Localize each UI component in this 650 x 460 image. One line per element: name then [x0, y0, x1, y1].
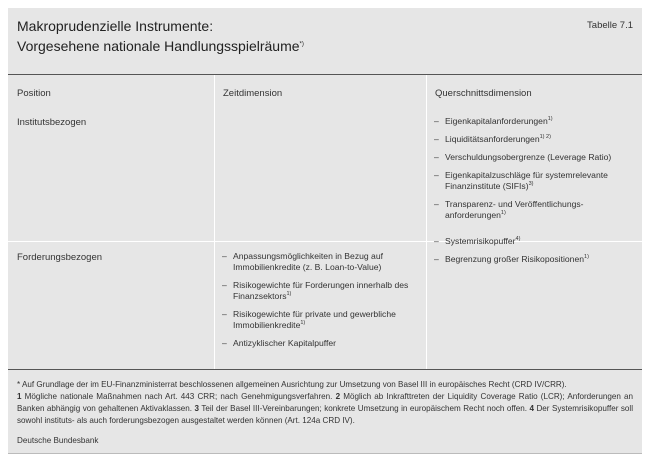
- column-divider: [426, 107, 427, 241]
- column-header-row: [8, 74, 642, 108]
- footnote-4-number: 4: [529, 404, 534, 413]
- column-header-zeitdimension-label: Zeitdimension: [223, 88, 283, 99]
- column-divider: [426, 242, 427, 369]
- column-divider: [214, 242, 215, 369]
- item-text: Anpassungsmöglichkeiten in Bezug auf Immobilienkredite (z. B. Loan-to-Value): [233, 251, 384, 272]
- list-item: [222, 280, 422, 302]
- item-text: Liquiditätsanforderungen: [445, 134, 540, 144]
- item-footnote: 4): [515, 236, 521, 243]
- item-footnote: 1): [500, 210, 506, 217]
- list-item: [434, 254, 638, 265]
- instrument-table: [8, 74, 642, 369]
- cell-zeitdimension: [214, 107, 426, 241]
- cell-zeitdimension: [214, 242, 426, 369]
- list-item: [222, 251, 422, 273]
- item-text: Eigenkapitalzuschläge für systemrelevante Finanzinstitute (SIFIs): [445, 170, 608, 191]
- column-divider: [426, 75, 427, 107]
- column-header-zeitdimension: [214, 75, 426, 107]
- footnote-4: Der Systemrisikopuffer soll sowohl instituts- als auch forderungsbezogen ausgestaltet werden können (Art. 124a CRD IV).: [17, 404, 634, 425]
- item-footnote: 1): [286, 291, 292, 298]
- list-item: [434, 134, 638, 145]
- source-label: Deutsche Bundesbank: [17, 436, 99, 445]
- row-label: Institutsbezogen: [17, 117, 87, 128]
- table-row-institutsbezogen: [8, 107, 642, 241]
- footnote-text: [17, 379, 633, 427]
- column-header-querschnittsdimension: [426, 75, 642, 107]
- instrument-list: [434, 116, 638, 228]
- column-divider: [214, 75, 215, 107]
- item-text: Transparenz- und Veröffentlichungs-anforderungen: [445, 199, 584, 220]
- footnote-star: * Auf Grundlage der im EU-Finanzministerrat beschlossenen allgemeinen Ausrichtung zur Umsetzung von Basel III in europäisches Recht (CRD IV/CRR).: [17, 380, 567, 389]
- footnote-1-number: 1: [17, 392, 22, 401]
- table-number: Tabelle 7.1: [587, 20, 633, 31]
- table-header: [8, 8, 642, 74]
- footnote-2-number: 2: [335, 392, 341, 401]
- list-item: [434, 116, 638, 127]
- footnote-3-number: 3: [194, 404, 200, 413]
- list-item: [434, 170, 638, 192]
- list-item: [434, 152, 638, 163]
- list-item: [434, 199, 638, 221]
- title-line-2-text: Vorgesehene nationale Handlungsspielräume: [17, 38, 300, 54]
- item-footnote: 1): [547, 116, 553, 123]
- column-divider: [214, 107, 215, 241]
- column-header-position-label: Position: [17, 88, 51, 99]
- list-item: [222, 309, 422, 331]
- column-header-querschnittsdimension-label: Querschnittsdimension: [435, 88, 532, 99]
- title-line-1: Makroprudenzielle Instrumente:: [17, 18, 214, 34]
- item-text: Systemrisikopuffer: [445, 236, 516, 246]
- column-header-position: [8, 75, 214, 107]
- item-text: Eigenkapitalanforderungen: [445, 116, 548, 126]
- row-label: Forderungsbezogen: [17, 252, 103, 263]
- instrument-list: [434, 236, 638, 272]
- bottom-rule: [8, 453, 642, 454]
- footnotes: [8, 369, 642, 454]
- title-line-2: [17, 36, 304, 56]
- item-footnote: 3): [528, 181, 534, 188]
- item-text: Verschuldungsobergrenze (Leverage Ratio): [445, 152, 612, 162]
- item-footnote: 1): [300, 320, 306, 327]
- cell-querschnittsdimension: [426, 107, 642, 241]
- list-item: [222, 338, 422, 349]
- cell-querschnittsdimension: [426, 236, 642, 369]
- instrument-list: [222, 251, 422, 356]
- cell-position: [8, 107, 214, 241]
- list-item: [434, 236, 638, 247]
- footnote-1: Mögliche nationale Maßnahmen nach Art. 443 CRR; nach Genehmigungsverfahren.: [24, 392, 333, 401]
- table-header-panel: [8, 8, 642, 74]
- footnote-3: Teil der Basel III-Vereinbarungen; konkrete Umsetzung in europäischem Recht noch offen.: [201, 404, 527, 413]
- title-footnote-mark: *): [299, 41, 304, 48]
- item-text: Risikogewichte für Forderungen innerhalb des Finanzsektors: [233, 280, 409, 301]
- item-text: Begrenzung großer Risikopositionen: [445, 254, 585, 264]
- item-text: Antizyklischer Kapitalpuffer: [233, 338, 337, 348]
- item-footnote: 1) 2): [539, 134, 551, 141]
- table-row-forderungsbezogen: [8, 236, 642, 369]
- footnote-2: Möglich ab Inkrafttreten der Liquidity Coverage Ratio (LCR); Anforderungen an Banken abhängig von gehaltenen Aktivaklassen.: [17, 392, 634, 413]
- cell-position: [8, 242, 214, 369]
- table-title: [17, 16, 304, 56]
- item-text: Risikogewichte für private und gewerbliche Immobilienkredite: [233, 309, 396, 330]
- item-footnote: 1): [584, 254, 589, 261]
